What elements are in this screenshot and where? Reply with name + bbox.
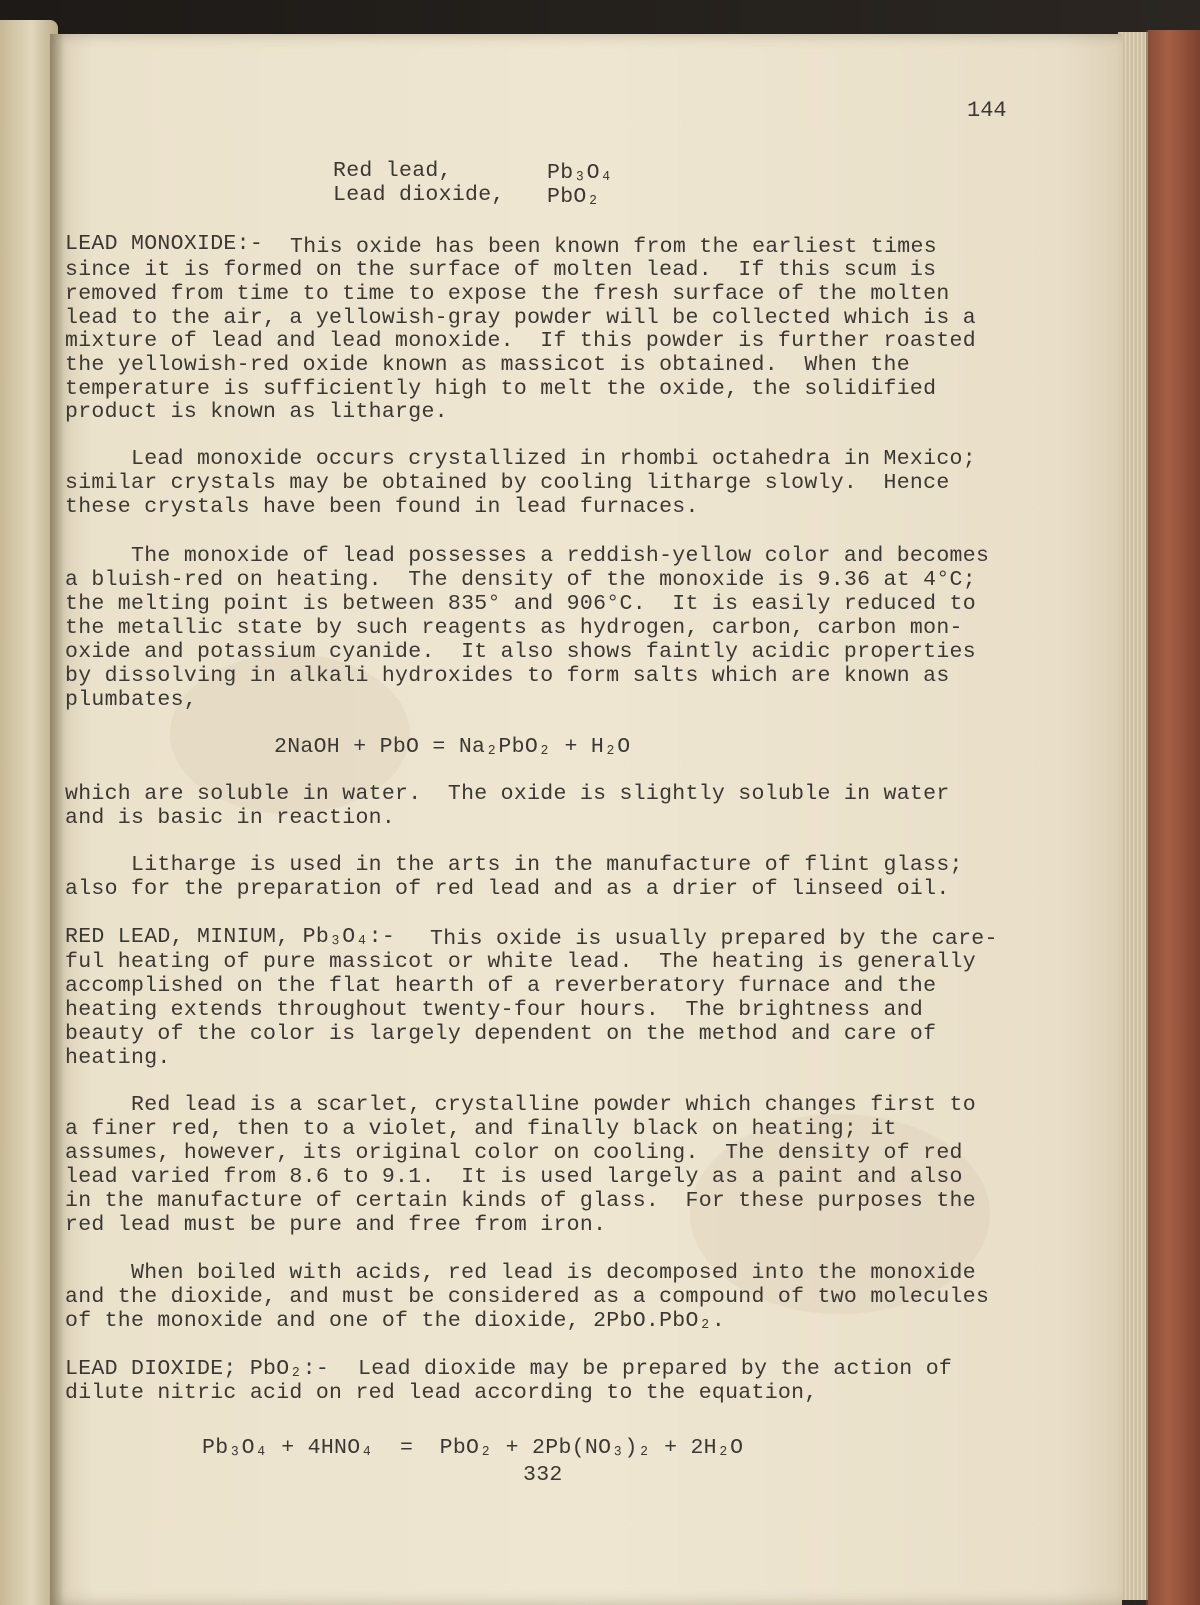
section-heading-lead-dioxide: LEAD DIOXIDE; PbO₂:- (65, 1357, 330, 1381)
paragraph-line: similar crystals may be obtained by cooling litharge slowly. Hence (65, 471, 950, 495)
paragraph-line: red lead must be pure and free from iron. (65, 1213, 607, 1237)
paragraph-line: When boiled with acids, red lead is decomposed into the monoxide (65, 1261, 976, 1285)
paragraph-line: The monoxide of lead possesses a reddish-yellow color and becomes (65, 544, 990, 568)
section-heading-red-lead: RED LEAD, MINIUM, Pb₃O₄:- (65, 925, 396, 949)
paragraph-line: lead to the air, a yellowish-gray powder will be collected which is a (65, 306, 976, 330)
formula-lead-dioxide: PbO₂ (547, 185, 600, 209)
paragraph-line: and the dioxide, and must be considered as a compound of two molecules (65, 1285, 990, 1309)
paragraph-line: product is known as litharge. (65, 400, 448, 424)
paragraph-line: these crystals have been found in lead furnaces. (65, 495, 699, 519)
paragraph-line: Red lead is a scarlet, crystalline powder which changes first to (65, 1093, 976, 1117)
page-stack-edge (1118, 32, 1148, 1600)
paragraph-line: heating. (65, 1046, 171, 1070)
page-number: 144 (967, 98, 1007, 123)
paragraph-line: This oxide is usually prepared by the care- (430, 927, 998, 951)
paragraph-line: temperature is sufficiently high to melt the oxide, the solidified (65, 377, 937, 401)
paragraph-line: in the manufacture of certain kinds of glass. For these purposes the (65, 1189, 976, 1213)
paragraph-line: the melting point is between 835° and 906°C. It is easily reduced to (65, 592, 976, 616)
paragraph-line: removed from time to time to expose the fresh surface of the molten (65, 282, 950, 306)
paragraph-line: since it is formed on the surface of molten lead. If this scum is (65, 258, 937, 282)
paragraph-line: of the monoxide and one of the dioxide, 2PbO.PbO₂. (65, 1309, 726, 1333)
paragraph-line: oxide and potassium cyanide. It also shows faintly acidic properties (65, 640, 976, 664)
paragraph-line: a bluish-red on heating. The density of the monoxide is 9.36 at 4°C; (65, 568, 976, 592)
formula-name-red-lead: Red lead, (333, 159, 452, 183)
paragraph-line: lead varied from 8.6 to 9.1. It is used largely as a paint and also (65, 1165, 963, 1189)
footer-number: 332 (523, 1463, 563, 1487)
book-cover-edge (1146, 30, 1200, 1605)
formula-red-lead: Pb₃O₄ (547, 161, 614, 185)
paragraph-line: which are soluble in water. The oxide is slightly soluble in water (65, 782, 950, 806)
paragraph-line: This oxide has been known from the earliest times (290, 235, 937, 259)
paragraph-line: dilute nitric acid on red lead according to the equation, (65, 1381, 818, 1405)
paragraph-line: Lead dioxide may be prepared by the action of (358, 1357, 953, 1381)
paragraph-line: a finer red, then to a violet, and finally black on heating; it (65, 1117, 897, 1141)
paragraph-line: accomplished on the flat hearth of a reverberatory furnace and the (65, 974, 937, 998)
paragraph-line: by dissolving in alkali hydroxides to form salts which are known as (65, 664, 950, 688)
paragraph-line: Litharge is used in the arts in the manufacture of flint glass; (65, 853, 963, 877)
paragraph-line: the yellowish-red oxide known as massicot is obtained. When the (65, 353, 910, 377)
paragraph-line: Lead monoxide occurs crystallized in rhombi octahedra in Mexico; (65, 447, 976, 471)
paragraph-line: and is basic in reaction. (65, 806, 396, 830)
page-gutter-shadow (50, 34, 64, 1605)
paragraph-line: assumes, however, its original color on cooling. The density of red (65, 1141, 963, 1165)
paragraph-line: ful heating of pure massicot or white lead. The heating is generally (65, 950, 976, 974)
paragraph-line: plumbates, (65, 688, 198, 712)
section-heading-lead-monoxide: LEAD MONOXIDE:- (65, 232, 264, 256)
paragraph-line: also for the preparation of red lead and as a drier of linseed oil. (65, 877, 950, 901)
paragraph-line: mixture of lead and lead monoxide. If this powder is further roasted (65, 329, 976, 353)
equation-sodium-plumbate: 2NaOH + PbO = Na₂PbO₂ + H₂O (274, 735, 631, 759)
paragraph-line: the metallic state by such reagents as hydrogen, carbon, carbon mon- (65, 616, 963, 640)
paragraph-line: heating extends throughout twenty-four hours. The brightness and (65, 998, 924, 1022)
formula-name-lead-dioxide: Lead dioxide, (333, 183, 505, 207)
paragraph-line: beauty of the color is largely dependent on the method and care of (65, 1022, 937, 1046)
equation-lead-dioxide: Pb₃O₄ + 4HNO₄ = PbO₂ + 2Pb(NO₃)₂ + 2H₂O (202, 1436, 744, 1460)
